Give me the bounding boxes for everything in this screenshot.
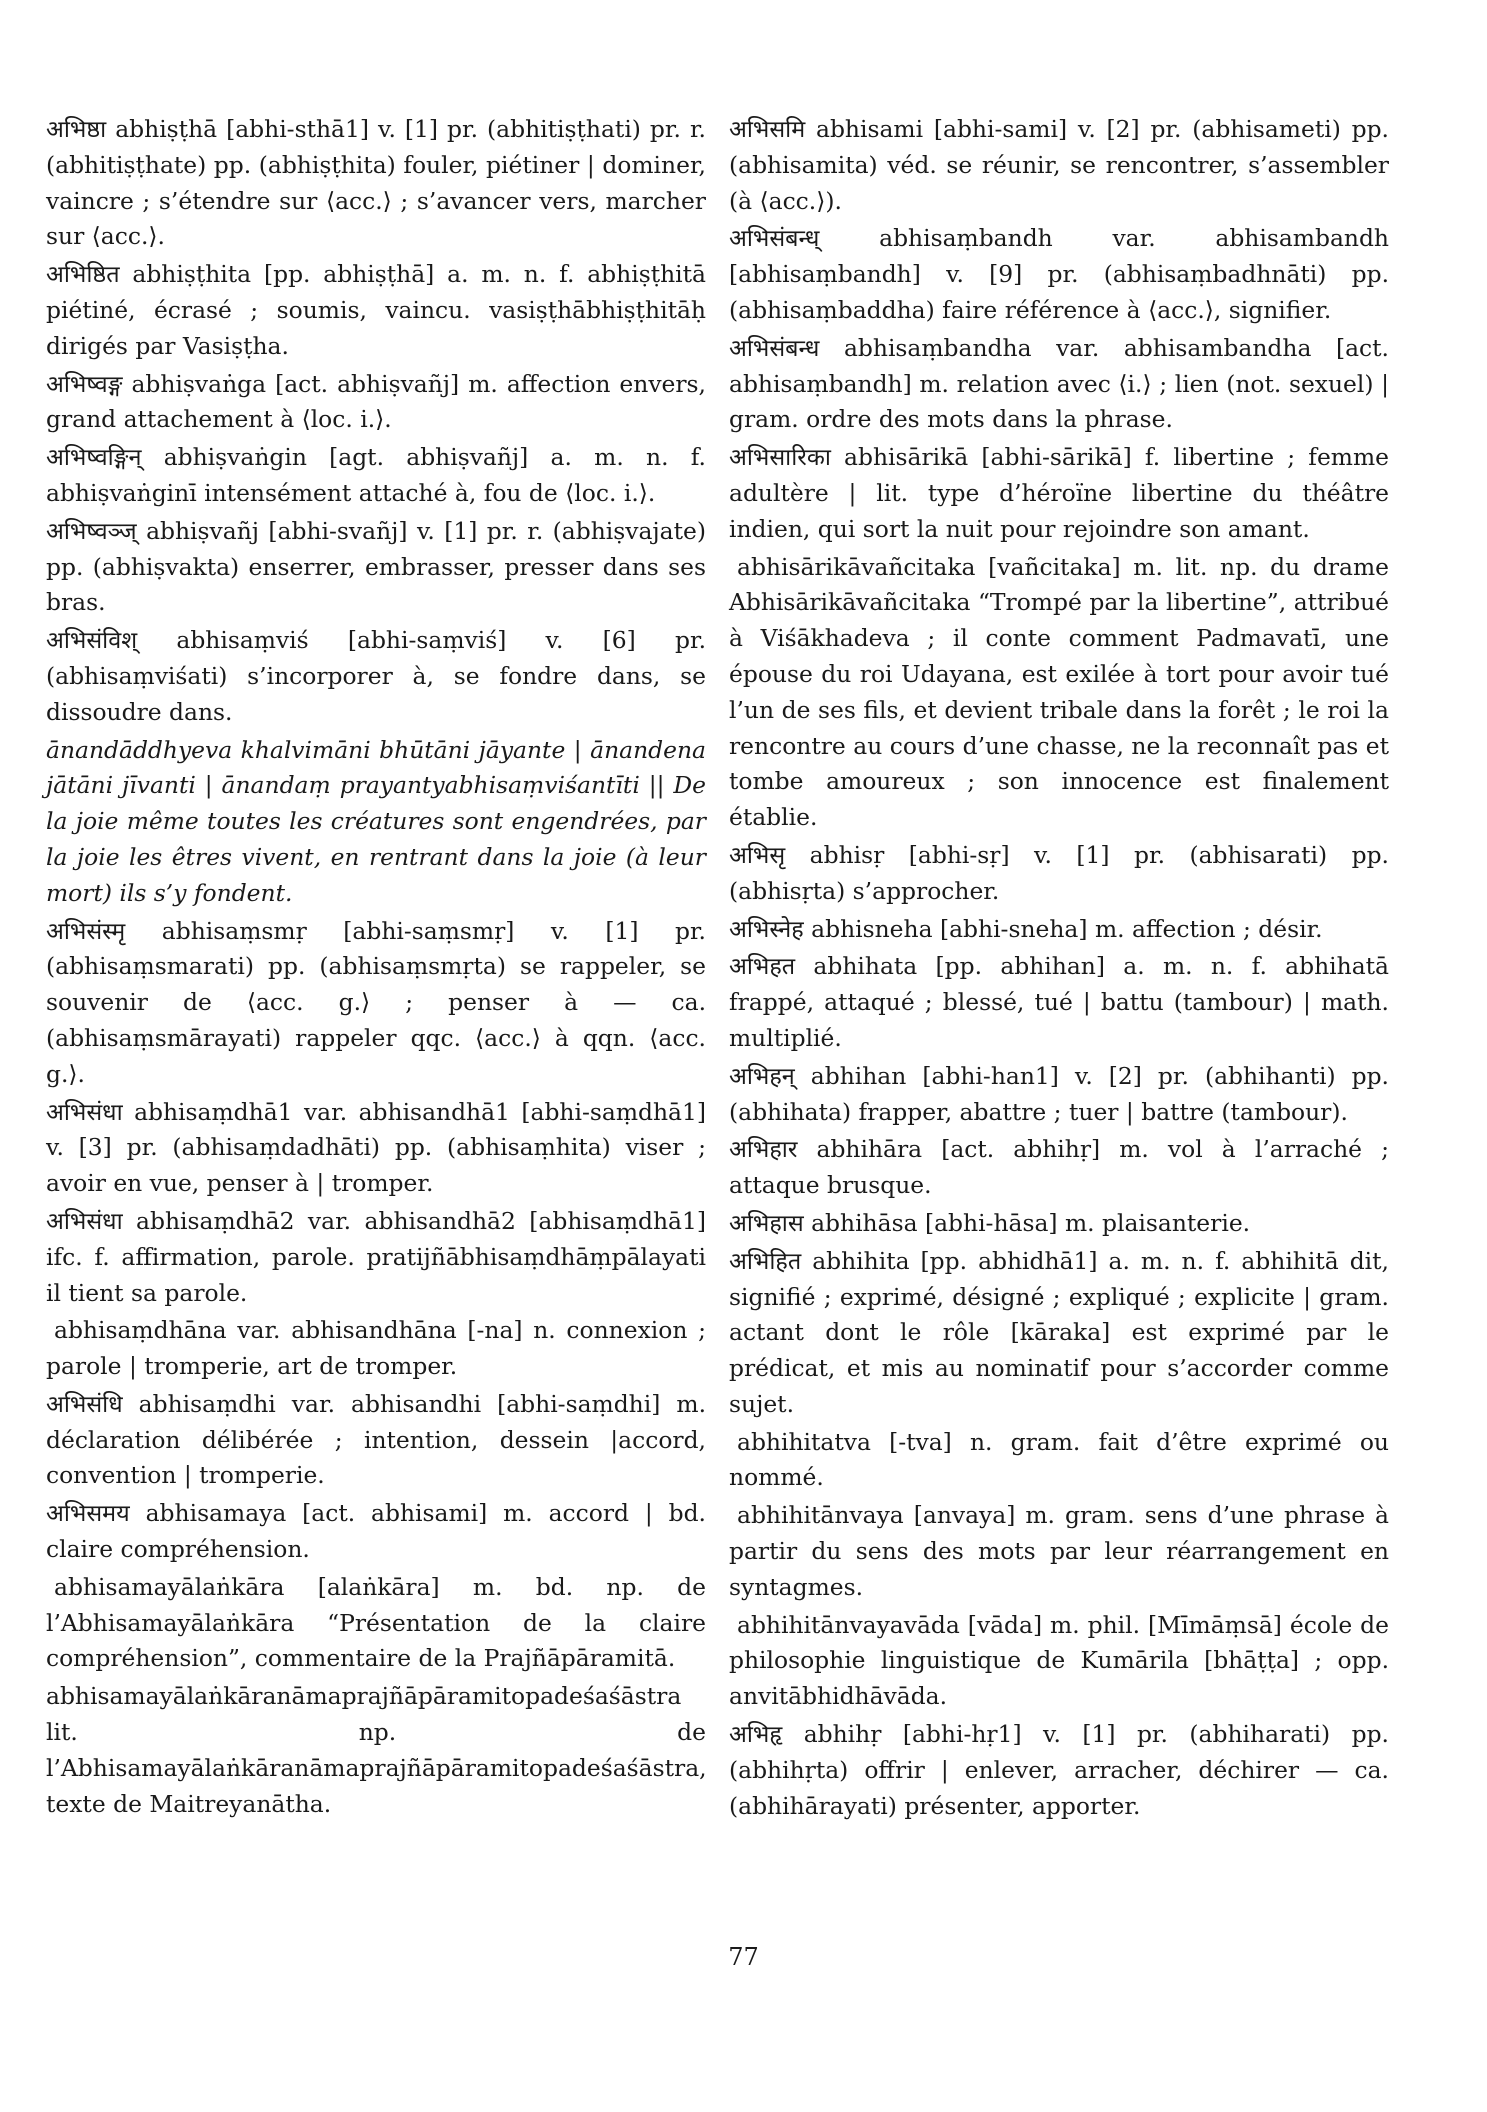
dictionary-entry: अभिष्ठित abhiṣṭhita [pp. abhiṣṭhā] a. m. n. f. abhiṣṭhitā piétiné, écrasé ; soumis, vaincu. vasiṣṭhābhiṣṭhitāḥ dirigés par Vasiṣṭha. — [46, 260, 706, 360]
dictionary-entry: अभिहन् abhihan [abhi-han1] v. [2] pr. (abhihanti) pp. (abhihata) frapper, abattre ; tuer | battre (tambour). — [729, 1061, 1389, 1126]
page-number: 77 — [728, 1943, 759, 1971]
dictionary-entry: अभिहृ abhihṛ [abhi-hṛ1] v. [1] pr. (abhiharati) pp. (abhihṛta) offrir | enlever, arracher, déchirer — ca. (abhihārayati) présenter, apporter. — [729, 1720, 1389, 1820]
dictionary-entry: अभिसंबन्ध abhisaṃbandha var. abhisambandha [act. abhisaṃbandh] m. relation avec ⟨i.⟩ ; lien (not. sexuel) | gram. ordre des mots dans la phrase. — [729, 333, 1389, 434]
dictionary-subentry: abhisamayālaṅkāra [alaṅkāra] m. bd. np. de l’Abhisamayālaṅkāra “Présentation de la claire compréhension”, commentaire de la Prajñāpāramitā. — [46, 1572, 706, 1673]
dictionary-entry: अभिसंस्मृ abhisaṃsmṛ [abhi-saṃsmṛ] v. [1] pr. (abhisaṃsmarati) pp. (abhisaṃsmṛta) se rappeler, se souvenir de ⟨acc. g.⟩ ; penser à — ca. (abhisaṃsmārayati) rappeler qqc. ⟨acc.⟩ à qqn. ⟨acc. g.⟩. — [46, 916, 706, 1088]
dictionary-entry: अभिष्वङ्ग abhiṣvaṅga [act. abhiṣvañj] m. affection envers, grand attachement à ⟨loc. i.⟩. — [46, 369, 706, 434]
dictionary-subentry: abhisaṃdhāna var. abhisandhāna [-na] n. connexion ; parole | tromperie, art de tromper. — [46, 1316, 706, 1381]
dictionary-entry: अभिहास abhihāsa [abhi-hāsa] m. plaisanterie. — [729, 1208, 1251, 1237]
example-quotation: ānandāddhyeva khalvimāni bhūtāni jāyante | ānandena jātāni jīvanti | ānandaṃ prayantyabhisaṃviśantīti || De la joie même toutes les créatures sont engendrées, par la joie les êtres vivent, en rentrant dans la joie (à leur mort) ils s’y fondent. — [46, 735, 706, 907]
dictionary-subentry: abhihitatva [-tva] n. gram. fait d’être exprimé ou nommé. — [729, 1427, 1389, 1492]
dictionary-subentry: abhihitānvayavāda [vāda] m. phil. [Mīmāṃsā] école de philosophie linguistique de Kumārila [bhāṭṭa] ; opp. anvitābhidhāvāda. — [729, 1610, 1389, 1711]
left-column — [46, 112, 706, 1824]
dictionary-entry: अभिसृ abhisṛ [abhi-sṛ] v. [1] pr. (abhisarati) pp. (abhisṛta) s’approcher. — [729, 840, 1389, 905]
dictionary-entry: अभिहार abhihāra [act. abhihṛ] m. vol à l’arraché ; attaque brusque. — [729, 1135, 1389, 1200]
dictionary-entry: अभिसारिका abhisārikā [abhi-sārikā] f. libertine ; femme adultère | lit. type d’héroïne libertine du théâtre indien, qui sort la nuit pour rejoindre son amant. — [729, 443, 1389, 543]
dictionary-subentry: abhihitānvaya [anvaya] m. gram. sens d’une phrase à partir du sens des mots par leur réarrangement en syntagmes. — [729, 1501, 1389, 1601]
dictionary-entry: अभिसंबन्ध् abhisaṃbandh var. abhisambandh [abhisaṃbandh] v. [9] pr. (abhisaṃbadhnāti) pp. (abhisaṃbaddha) faire référence à ⟨acc.⟩, signifier. — [729, 224, 1389, 324]
dictionary-entry: अभिहित abhihita [pp. abhidhā1] a. m. n. f. abhihitā dit, signifié ; exprimé, désigné ; expliqué ; explicite | gram. actant dont le rôle [kāraka] est exprimé par le prédicat, et mis au nominatif pour s’accorder comme sujet. — [729, 1246, 1389, 1418]
dictionary-entry: अभिसंविश् abhisaṃviś [abhi-saṃviś] v. [6] pr. (abhisaṃviśati) s’incorporer à, se fondre dans, se dissoudre dans. — [46, 626, 706, 726]
dictionary-entry: अभिसमय abhisamaya [act. abhisami] m. accord | bd. claire compréhension. — [46, 1499, 706, 1564]
dictionary-entry: अभिसंधा abhisaṃdhā1 var. abhisandhā1 [abhi-saṃdhā1] v. [3] pr. (abhisaṃdadhāti) pp. (abhisaṃhita) viser ; avoir en vue, penser à | tromper. — [46, 1097, 706, 1198]
right-column — [729, 112, 1389, 1826]
dictionary-subentry: abhisārikāvañcitaka [vañcitaka] m. lit. np. du drame Abhisārikāvañcitaka “Trompé par la libertine”, attribué à Viśākhadeva ; il conte comment Padmavatī, une épouse du roi Udayana, est exilée à tort pour avoir tué l’un de ses fils, et devient tribale dans la forêt ; le roi la rencontre au cours d’une chasse, ne la reconnaît pas et tombe amoureux ; son innocence est finalement établie. — [729, 552, 1389, 832]
dictionary-entry: अभिष्वङ्गिन् abhiṣvaṅgin [agt. abhiṣvañj] a. m. n. f. abhiṣvaṅginī intensément attaché à, fou de ⟨loc. i.⟩. — [46, 443, 706, 507]
dictionary-entry: अभिहत abhihata [pp. abhihan] a. m. n. f. abhihatā frappé, attaqué ; blessé, tué | battu (tambour) | math. multiplié. — [729, 952, 1389, 1052]
dictionary-subentry: abhisamayālaṅkāranāmaprajñāpāramitopadeśaśāstra lit. np. de l’Abhisamayālaṅkāranāmaprajñāpāramitopadeśaśāstra, texte de Maitreyanātha. — [46, 1682, 707, 1818]
dictionary-entry: अभिसंधा abhisaṃdhā2 var. abhisandhā2 [abhisaṃdhā1] ifc. f. affirmation, parole. pratijñābhisaṃdhāṃpālayati il tient sa parole. — [46, 1206, 706, 1307]
dictionary-entry: अभिस्नेह abhisneha [abhi-sneha] m. affection ; désir. — [729, 914, 1323, 943]
dictionary-entry: अभिष्वञ्ज् abhiṣvañj [abhi-svañj] v. [1] pr. r. (abhiṣvajate) pp. (abhiṣvakta) enserrer, embrasser, presser dans ses bras. — [46, 516, 706, 617]
dictionary-entry: अभिष्ठा abhiṣṭhā [abhi-sthā1] v. [1] pr. (abhitiṣṭhati) pr. r. (abhitiṣṭhate) pp. (abhiṣṭhita) fouler, piétiner | dominer, vaincre ; s’étendre sur ⟨acc.⟩ ; s’avancer vers, marcher sur ⟨acc.⟩. — [46, 115, 706, 251]
dictionary-entry: अभिसंधि abhisaṃdhi var. abhisandhi [abhi-saṃdhi] m. déclaration délibérée ; intention, dessein |accord, convention | tromperie. — [46, 1389, 706, 1490]
dictionary-entry: अभिसमि abhisami [abhi-sami] v. [2] pr. (abhisameti) pp. (abhisamita) véd. se réunir, se rencontrer, s’assembler (à ⟨acc.⟩). — [729, 115, 1389, 215]
